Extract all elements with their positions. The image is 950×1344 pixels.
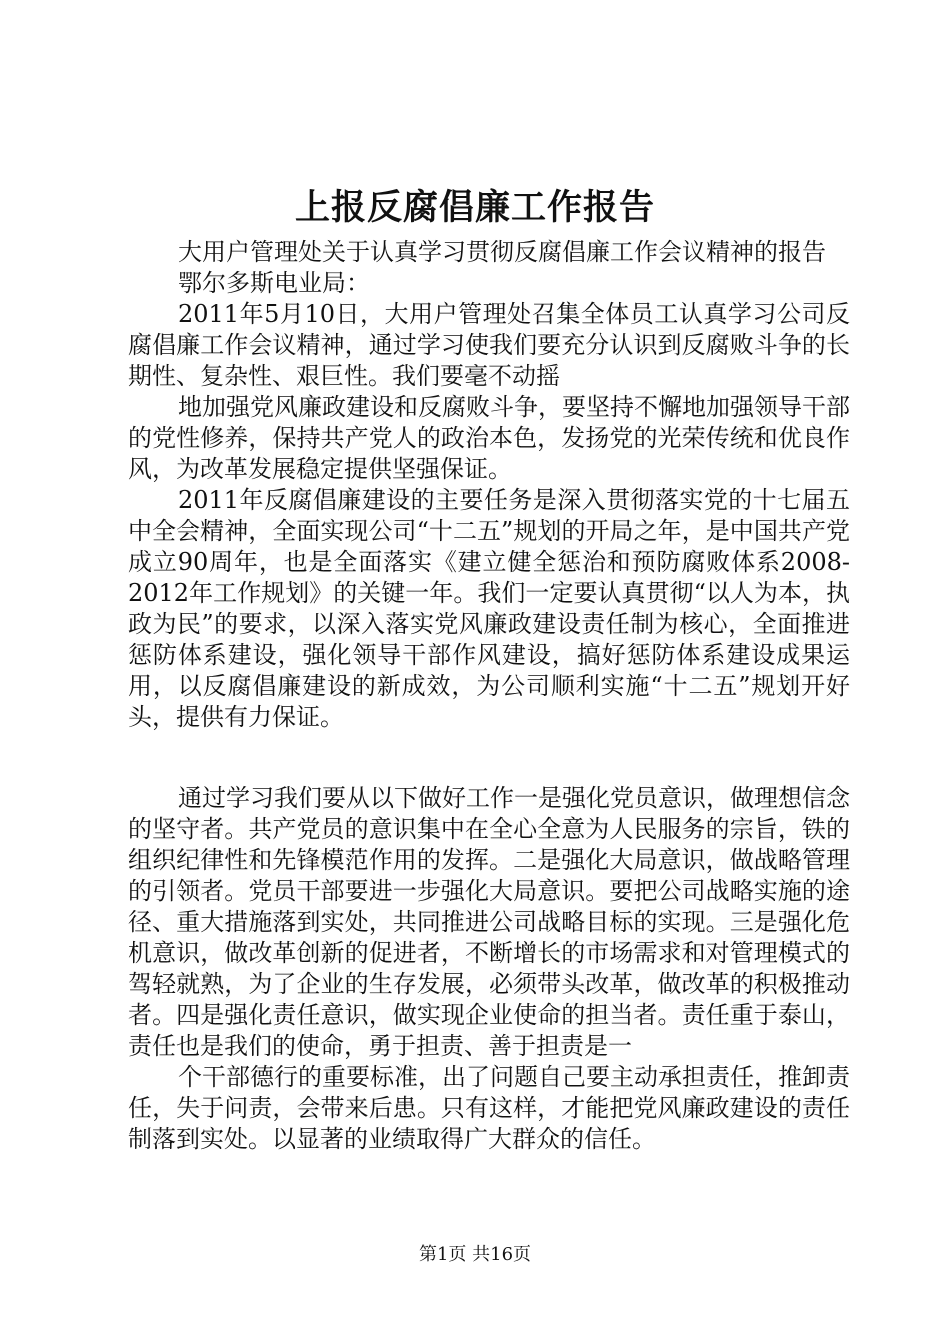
paragraph-1: 2011年5月10日，大用户管理处召集全体员工认真学习公司反腐倡廉工作会议精神，通过学习使我们要充分认识到反腐败斗争的长期性、复杂性、艰巨性。我们要毫不动摇 bbox=[128, 300, 850, 390]
paragraph-2: 地加强党风廉政建设和反腐败斗争，要坚持不懈地加强领导干部的党性修养，保持共产党人的政治本色，发扬党的光荣传统和优良作风，为改革发展稳定提供坚强保证。 bbox=[128, 393, 850, 483]
paragraph-4: 通过学习我们要从以下做好工作一是强化党员意识，做理想信念的坚守者。共产党员的意识集中在全心全意为人民服务的宗旨，铁的组织纪律性和先锋模范作用的发挥。二是强化大局意识，做战略管理的引领者。党员干部要进一步强化大局意识。要把公司战略实施的途径、重大措施落到实处，共同推进公司战略目标的实现。三是强化危机意识，做改革创新的促进者，不断增长的市场需求和对管理模式的驾轻就熟，为了企业的生存发展，必须带头改革，做改革的积极推动者。四是强化责任意识，做实现企业使命的担当者。责任重于泰山，责任也是我们的使命，勇于担责、善于担责是一 bbox=[128, 784, 850, 1060]
page-number: 第1页 共16页 bbox=[418, 1244, 532, 1265]
paragraph-5: 个干部德行的重要标准，出了问题自己要主动承担责任，推卸责任，失于问责，会带来后患。只有这样，才能把党风廉政建设的责任制落到实处。以显著的业绩取得广大群众的信任。 bbox=[128, 1063, 850, 1153]
paragraph-spacer bbox=[128, 733, 850, 783]
paragraph-3: 2011年反腐倡廉建设的主要任务是深入贯彻落实党的十七届五中全会精神，全面实现公司“十二五”规划的开局之年，是中国共产党成立90周年，也是全面落实《建立健全惩治和预防腐败体系2008-2012年工作规划》的关键一年。我们一定要认真贯彻“以人为本，执政为民”的要求，以深入落实党风廉政建设责任制为核心，全面推进惩防体系建设，强化领导干部作风建设，搞好惩防体系建设成果运用，以反腐倡廉建设的新成效，为公司顺利实施“十二五”规划开好头，提供有力保证。 bbox=[128, 486, 850, 731]
document-body bbox=[128, 237, 850, 1155]
report-subtitle: 大用户管理处关于认真学习贯彻反腐倡廉工作会议精神的报告 bbox=[178, 238, 826, 266]
document-title: 上报反腐倡廉工作报告 bbox=[294, 187, 655, 228]
salutation: 鄂尔多斯电业局： bbox=[178, 269, 370, 297]
